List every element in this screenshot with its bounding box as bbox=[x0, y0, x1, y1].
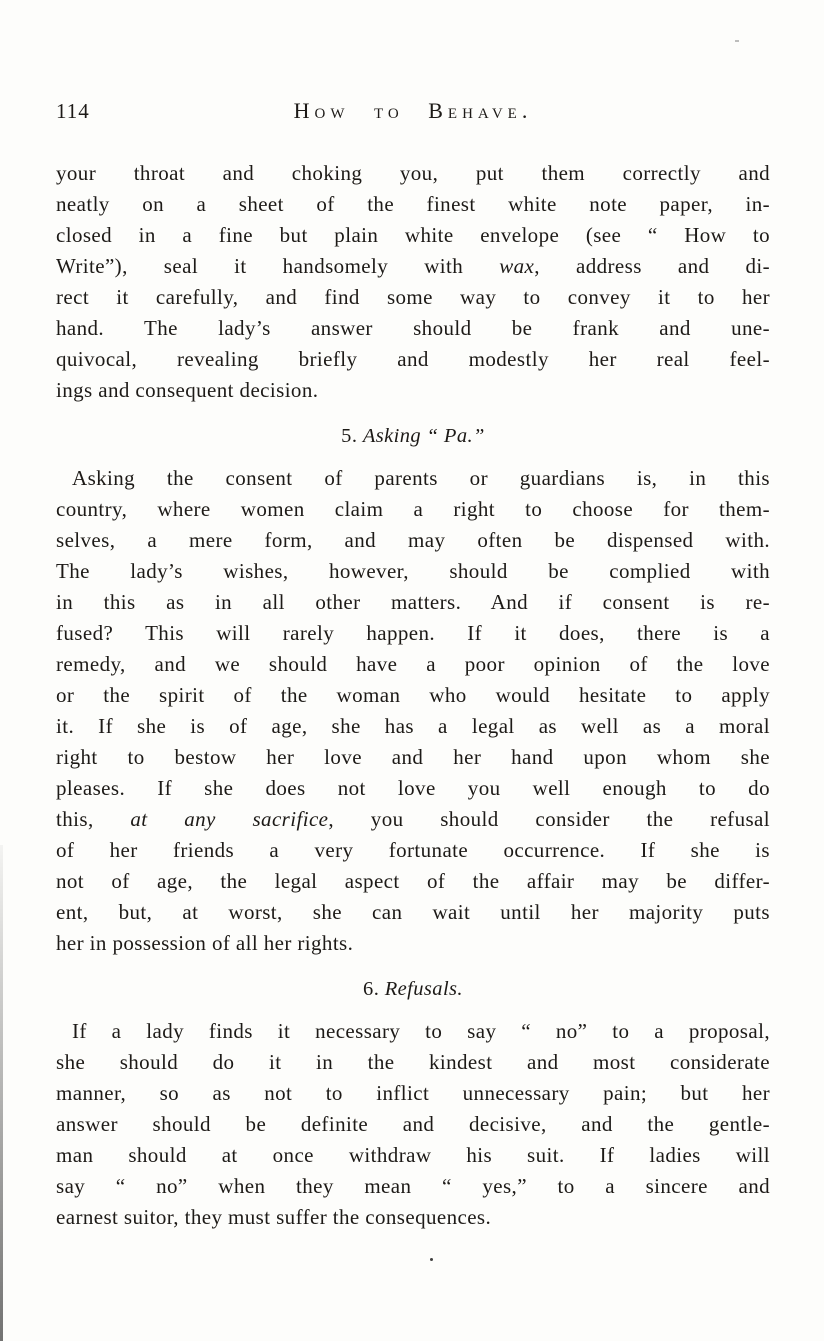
text-line bbox=[56, 618, 770, 649]
text-run: rect it carefully, and find some way to convey it to her bbox=[56, 285, 770, 309]
scan-artifact-speck bbox=[735, 40, 739, 42]
text-run: earnest suitor, they must suffer the consequences. bbox=[56, 1205, 492, 1229]
text-run: or the spirit of the woman who would hesitate to apply bbox=[56, 683, 770, 707]
text-run: 6. bbox=[363, 978, 385, 1000]
text-run: The lady’s wishes, however, should be complied with bbox=[56, 559, 770, 583]
text-run: ent, but, at worst, she can wait until her majority puts bbox=[56, 900, 770, 924]
text-run: this, bbox=[56, 807, 131, 831]
text-line bbox=[56, 251, 770, 282]
text-run: pleases. If she does not love you well enough to do bbox=[56, 776, 770, 800]
text-run: Asking the consent of parents or guardians is, in this bbox=[72, 466, 770, 490]
paragraph bbox=[56, 158, 770, 406]
text-run: If a lady finds it necessary to say “ no” to a proposal, bbox=[72, 1019, 770, 1043]
text-run: , you should consider the refusal bbox=[328, 807, 771, 831]
scan-artifact-dot bbox=[430, 1258, 433, 1261]
text-run: not of age, the legal aspect of the affair may be differ- bbox=[56, 869, 770, 893]
page-number: 114 bbox=[56, 99, 90, 123]
text-line bbox=[56, 344, 770, 375]
text-line bbox=[56, 375, 770, 406]
text-run: your throat and choking you, put them correctly and bbox=[56, 161, 770, 185]
italic-text-run: at any sacrifice bbox=[130, 807, 329, 831]
text-line bbox=[56, 587, 770, 618]
text-run: her in possession of all her rights. bbox=[56, 931, 354, 955]
text-run: 5. bbox=[341, 425, 363, 447]
section-heading bbox=[56, 421, 770, 452]
italic-text-run: Refusals. bbox=[384, 978, 463, 1000]
text-run: it. If she is of age, she has a legal as well as a moral bbox=[56, 714, 770, 738]
text-line bbox=[56, 742, 770, 773]
text-line bbox=[56, 680, 770, 711]
text-line bbox=[56, 711, 770, 742]
text-run: in this as in all other matters. And if consent is re- bbox=[56, 590, 770, 614]
text-line bbox=[56, 220, 770, 251]
text-line bbox=[56, 158, 770, 189]
text-line bbox=[56, 773, 770, 804]
text-line bbox=[56, 1171, 770, 1202]
text-line bbox=[56, 1047, 770, 1078]
italic-text-run: wax bbox=[499, 254, 535, 278]
text-run: right to bestow her love and her hand upon whom she bbox=[56, 745, 770, 769]
text-line bbox=[56, 525, 770, 556]
text-line bbox=[56, 1202, 770, 1233]
text-run: man should at once withdraw his suit. If ladies will bbox=[56, 1143, 770, 1167]
paragraph bbox=[56, 1016, 770, 1233]
italic-text-run: Asking “ Pa.” bbox=[362, 425, 485, 447]
text-run: Write”), seal it handsomely with bbox=[56, 254, 500, 278]
text-line bbox=[56, 1016, 770, 1047]
text-line bbox=[56, 897, 770, 928]
running-head: How to Behave. bbox=[293, 98, 533, 123]
text-line bbox=[56, 1078, 770, 1109]
text-run: country, where women claim a right to choose for them- bbox=[56, 497, 770, 521]
page-body bbox=[56, 158, 770, 1233]
text-run: , address and di- bbox=[534, 254, 770, 278]
text-run: quivocal, revealing briefly and modestly her real feel- bbox=[56, 347, 770, 371]
paragraph bbox=[56, 463, 770, 959]
text-run: ings and consequent decision. bbox=[56, 378, 319, 402]
text-run: neatly on a sheet of the finest white note paper, in- bbox=[56, 192, 770, 216]
text-run: fused? This will rarely happen. If it does, there is a bbox=[56, 621, 770, 645]
text-run: say “ no” when they mean “ yes,” to a sincere and bbox=[56, 1174, 770, 1198]
text-line bbox=[56, 835, 770, 866]
text-run: manner, so as not to inflict unnecessary pain; but her bbox=[56, 1081, 770, 1105]
page-header bbox=[56, 98, 770, 128]
text-run: closed in a fine but plain white envelope (see “ How to bbox=[56, 223, 770, 247]
text-line bbox=[56, 1140, 770, 1171]
text-run: selves, a mere form, and may often be dispensed with. bbox=[56, 528, 770, 552]
text-line bbox=[56, 189, 770, 220]
section-heading bbox=[56, 974, 770, 1005]
text-line bbox=[56, 463, 770, 494]
text-line bbox=[56, 1109, 770, 1140]
text-line bbox=[56, 928, 770, 959]
text-run: remedy, and we should have a poor opinion of the love bbox=[56, 652, 770, 676]
text-line bbox=[56, 494, 770, 525]
text-run: she should do it in the kindest and most considerate bbox=[56, 1050, 770, 1074]
text-line bbox=[56, 804, 770, 835]
text-run: of her friends a very fortunate occurrence. If she is bbox=[56, 838, 770, 862]
text-line bbox=[56, 282, 770, 313]
text-line bbox=[56, 313, 770, 344]
text-run: hand. The lady’s answer should be frank and une- bbox=[56, 316, 770, 340]
scan-edge-shadow bbox=[0, 845, 3, 1341]
text-run: answer should be definite and decisive, and the gentle- bbox=[56, 1112, 770, 1136]
text-line bbox=[56, 649, 770, 680]
text-line bbox=[56, 556, 770, 587]
text-line bbox=[56, 866, 770, 897]
